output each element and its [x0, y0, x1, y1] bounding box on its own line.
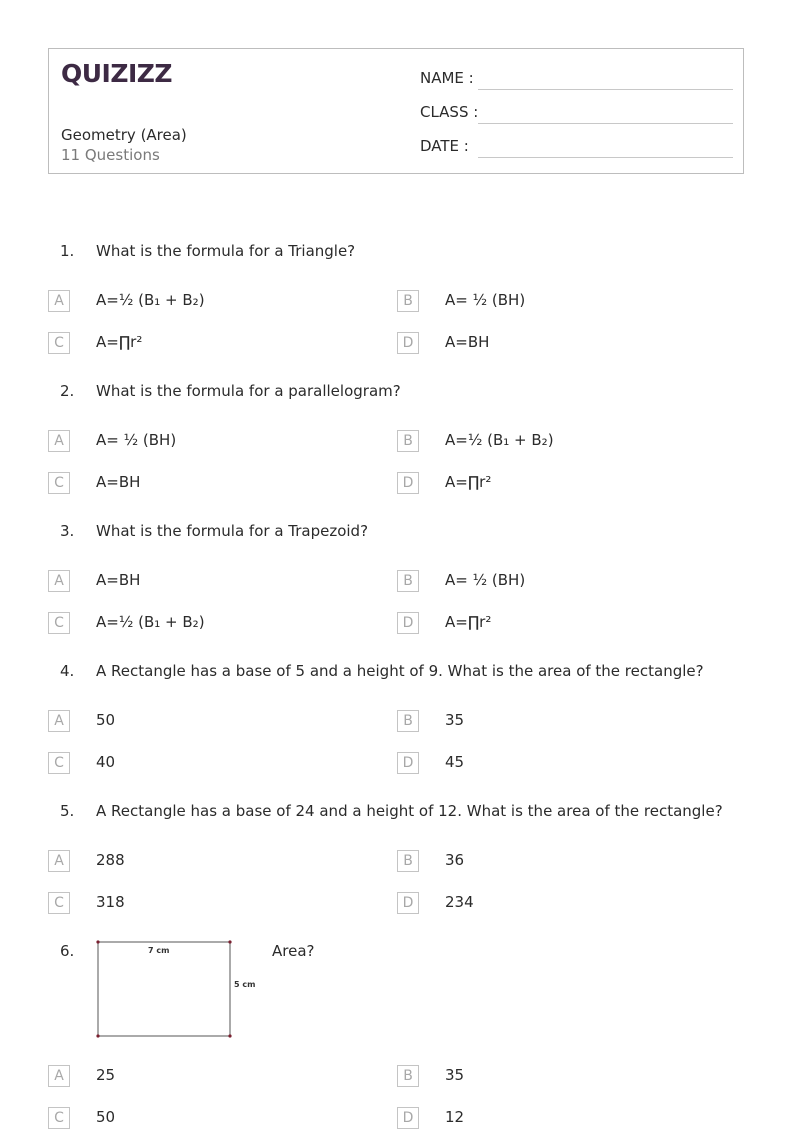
option-c-text: A=∏r² [96, 333, 143, 351]
question-count: 11 Questions [61, 146, 160, 164]
question-text: What is the formula for a Trapezoid? [96, 522, 369, 540]
option-d-box[interactable]: D [397, 892, 419, 914]
question-number: 2. [60, 382, 75, 400]
option-c-text: 40 [96, 753, 116, 771]
date-line[interactable] [478, 157, 733, 158]
option-b-box[interactable]: B [397, 290, 419, 312]
question-number: 6. [60, 942, 75, 960]
name-field[interactable] [420, 69, 733, 89]
option-c-box[interactable]: C [48, 892, 70, 914]
option-a-text: A=½ (B₁ + B₂) [96, 291, 205, 309]
side-dimension-label: 5 cm [234, 980, 256, 989]
option-d-text: 45 [445, 753, 465, 771]
class-field[interactable] [420, 103, 733, 123]
question-number: 1. [60, 242, 75, 260]
option-d-box[interactable]: D [397, 1107, 419, 1129]
option-a-box[interactable]: A [48, 430, 70, 452]
rect-corner [96, 940, 99, 943]
option-a-box[interactable]: A [48, 1065, 70, 1087]
option-b-text: A= ½ (BH) [445, 571, 526, 589]
option-c-text: 50 [96, 1108, 116, 1126]
question-text: A Rectangle has a base of 5 and a height of 9. What is the area of the rectangle? [96, 662, 704, 680]
option-c-box[interactable]: C [48, 1107, 70, 1129]
option-c-text: A=½ (B₁ + B₂) [96, 613, 205, 631]
worksheet-header [48, 48, 744, 174]
rect-corner [96, 1034, 99, 1037]
option-a-text: 50 [96, 711, 116, 729]
option-b-box[interactable]: B [397, 710, 419, 732]
option-c-text: A=BH [96, 473, 141, 491]
rect-corner [228, 1034, 231, 1037]
option-a-box[interactable]: A [48, 850, 70, 872]
option-b-text: A=½ (B₁ + B₂) [445, 431, 554, 449]
question-number: 4. [60, 662, 75, 680]
option-b-text: 36 [445, 851, 465, 869]
option-a-text: 25 [96, 1066, 116, 1084]
rectangle-figure [94, 936, 264, 1042]
option-c-box[interactable]: C [48, 752, 70, 774]
option-a-text: A= ½ (BH) [96, 431, 177, 449]
option-d-box[interactable]: D [397, 472, 419, 494]
question-number: 3. [60, 522, 75, 540]
class-label: CLASS : [420, 103, 479, 121]
worksheet-title: Geometry (Area) [61, 126, 187, 144]
question-text: What is the formula for a parallelogram? [96, 382, 401, 400]
option-b-box[interactable]: B [397, 430, 419, 452]
option-c-box[interactable]: C [48, 472, 70, 494]
option-b-text: 35 [445, 1066, 465, 1084]
option-d-box[interactable]: D [397, 332, 419, 354]
rect-corner [228, 940, 231, 943]
question-text: A Rectangle has a base of 24 and a height of 12. What is the area of the rectangle? [96, 802, 723, 820]
option-c-box[interactable]: C [48, 332, 70, 354]
name-label: NAME : [420, 69, 474, 87]
quizizz-logo: QUIZIZZ [61, 59, 173, 88]
question-text: What is the formula for a Triangle? [96, 242, 356, 260]
option-d-text: A=∏r² [445, 613, 492, 631]
name-line[interactable] [478, 89, 733, 90]
option-b-box[interactable]: B [397, 850, 419, 872]
option-c-text: 318 [96, 893, 125, 911]
date-field[interactable] [420, 137, 733, 157]
option-d-text: 234 [445, 893, 474, 911]
option-c-box[interactable]: C [48, 612, 70, 634]
option-d-box[interactable]: D [397, 612, 419, 634]
option-b-box[interactable]: B [397, 1065, 419, 1087]
option-d-text: A=∏r² [445, 473, 492, 491]
option-b-box[interactable]: B [397, 570, 419, 592]
question-number: 5. [60, 802, 75, 820]
option-d-box[interactable]: D [397, 752, 419, 774]
option-d-text: 12 [445, 1108, 465, 1126]
option-a-box[interactable]: A [48, 710, 70, 732]
class-line[interactable] [478, 123, 733, 124]
option-b-text: A= ½ (BH) [445, 291, 526, 309]
question-text: Area? [272, 942, 315, 960]
option-a-box[interactable]: A [48, 570, 70, 592]
option-b-text: 35 [445, 711, 465, 729]
top-dimension-label: 7 cm [148, 946, 170, 955]
option-d-text: A=BH [445, 333, 490, 351]
option-a-text: A=BH [96, 571, 141, 589]
option-a-box[interactable]: A [48, 290, 70, 312]
option-a-text: 288 [96, 851, 125, 869]
date-label: DATE : [420, 137, 469, 155]
